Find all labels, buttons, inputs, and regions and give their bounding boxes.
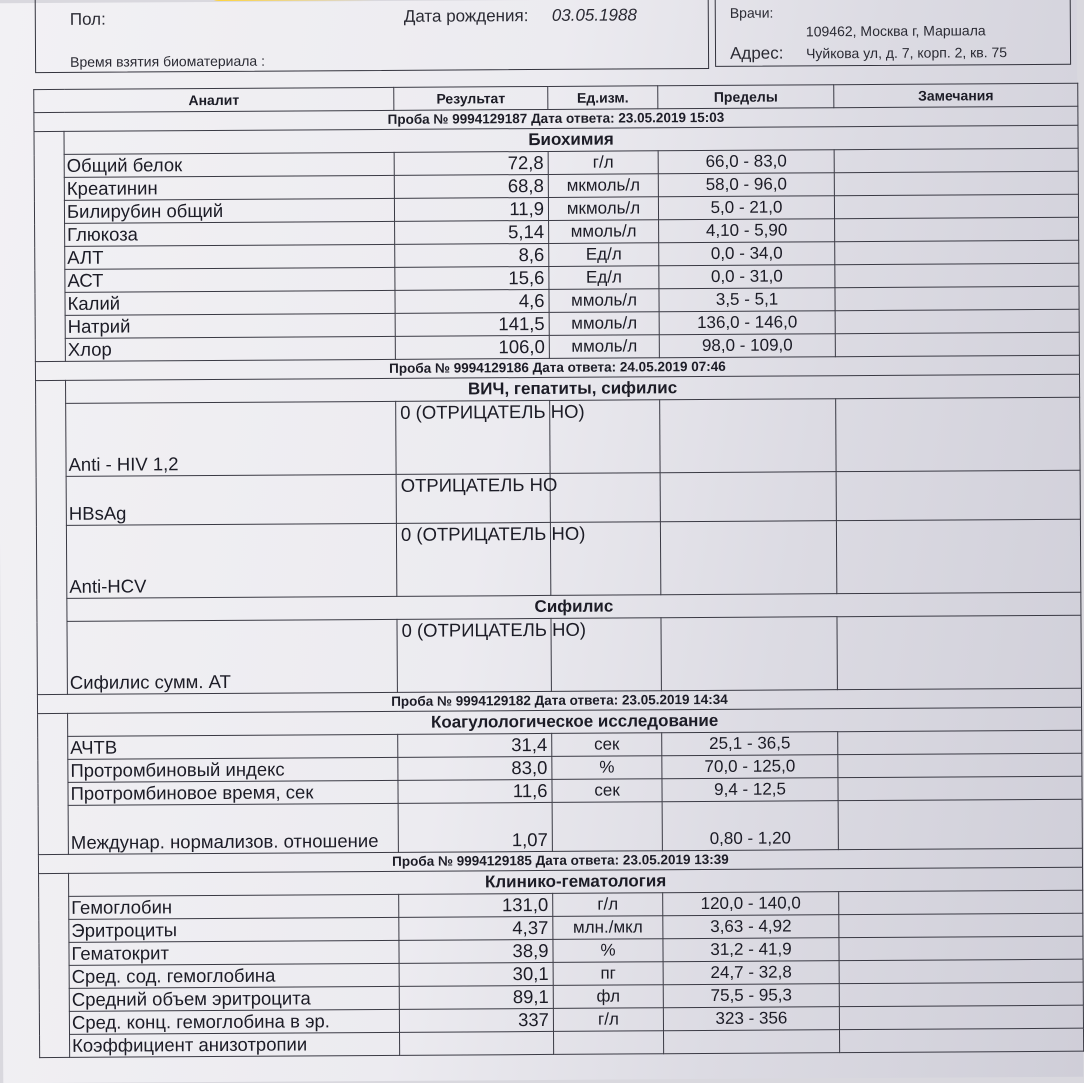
analyte-result: 5,14 — [395, 220, 549, 244]
analyte-range: 3,63 - 4,92 — [663, 915, 839, 939]
analyte-unit: фл — [553, 985, 663, 1009]
probe-3: Проба № 9994129182 Дата ответа: 23.05.2019 14:34 — [37, 688, 1081, 713]
analyte-notes — [834, 171, 1078, 195]
analyte-range: 9,4 - 12,5 — [662, 778, 838, 802]
doctors-label: Врачи: — [729, 4, 774, 21]
analyte-name: Коэффициент анизотропии — [70, 1032, 400, 1057]
analyte-range: 4,10 - 5,90 — [659, 219, 835, 243]
analyte-notes — [835, 332, 1079, 356]
col-analyte: Аналит — [34, 87, 394, 112]
analyte-unit — [552, 802, 662, 852]
analyte-notes — [839, 890, 1083, 914]
analyte-result: 89,1 — [399, 985, 553, 1009]
analyte-notes — [835, 309, 1079, 333]
analyte-result: 83,0 — [398, 756, 552, 780]
analyte-name: Средний объем эритроцита — [69, 986, 399, 1011]
analyte-notes — [835, 286, 1079, 310]
analyte-range: 31,2 - 41,9 — [663, 938, 839, 962]
section-syphilis: Сифилис — [67, 592, 1081, 621]
analyte-notes — [835, 263, 1079, 287]
analyte-notes — [835, 240, 1079, 264]
dob-label: Дата рождения: — [403, 6, 529, 26]
table-row — [36, 519, 1080, 598]
analyte-unit: г/л — [553, 893, 663, 917]
analyte-range: 58,0 - 96,0 — [658, 173, 834, 197]
table-row — [38, 799, 1082, 854]
analyte-name: Натрий — [65, 313, 395, 338]
analyte-notes — [836, 470, 1080, 520]
analyte-name: Хлор — [65, 336, 395, 361]
analyte-name: Калий — [65, 290, 395, 315]
analyte-name: Эритроциты — [69, 917, 399, 942]
analyte-range — [661, 617, 837, 691]
analyte-notes — [837, 615, 1081, 689]
table-row — [37, 615, 1081, 694]
section-hiv: ВИЧ, гепатиты, сифилис — [66, 374, 1080, 403]
col-unit: Ед.изм. — [548, 86, 658, 110]
analyte-name: Anti-HCV — [66, 523, 396, 598]
analyte-name: Сред. сод. гемоглобина — [69, 963, 399, 988]
analyte-result: 11,9 — [394, 197, 548, 221]
analyte-result: 11,6 — [398, 779, 552, 803]
analyte-unit — [554, 1031, 664, 1055]
analyte-result: 0 (ОТРИЦАТЕЛЬ НО) — [397, 618, 551, 692]
analyte-result: 4,6 — [395, 289, 549, 313]
analyte-range: 5,0 - 21,0 — [658, 196, 834, 220]
analyte-result: 68,8 — [394, 174, 548, 198]
address-label: Адрес: — [729, 43, 784, 63]
analyte-range: 24,7 - 32,8 — [663, 961, 839, 985]
analyte-name: АСТ — [65, 267, 395, 292]
analyte-name: Междунар. нормализов. отношение — [68, 803, 398, 854]
analyte-notes — [836, 519, 1080, 593]
section-coag: Коагулологическое исследование — [68, 707, 1082, 736]
probe-2: Проба № 9994129186 Дата ответа: 24.05.2019 07:46 — [35, 355, 1079, 380]
analyte-unit: сек — [552, 779, 662, 803]
analyte-notes — [838, 776, 1082, 800]
sex-label: Пол: — [69, 9, 106, 29]
col-notes: Замечания — [834, 83, 1078, 107]
indent-cell — [38, 713, 69, 854]
indent-cell — [39, 873, 70, 1057]
analyte-name: Сред. конц. гемоглобина в эр. — [69, 1009, 399, 1034]
analyte-name: Гематокрит — [69, 940, 399, 965]
analyte-result: 4,37 — [399, 916, 553, 940]
analyte-notes — [834, 194, 1078, 218]
analyte-unit: млн./мкл — [553, 916, 663, 940]
analyte-result: 0 (ОТРИЦАТЕЛЬ НО) — [396, 400, 550, 474]
analyte-notes — [839, 936, 1083, 960]
analyte-name: АЧТВ — [68, 734, 398, 759]
analyte-unit: мкмоль/л — [548, 197, 658, 221]
analyte-range: 66,0 - 83,0 — [658, 150, 834, 174]
col-range: Пределы — [658, 85, 834, 109]
analyte-range: 98,0 - 109,0 — [659, 334, 835, 358]
analyte-unit: Ед/л — [549, 266, 659, 290]
analyte-range — [660, 399, 836, 473]
patient-header-box — [35, 0, 710, 73]
analyte-notes — [838, 730, 1082, 754]
analyte-notes — [839, 1005, 1083, 1029]
section-hema: Клинико-гематология — [69, 867, 1083, 896]
analyte-range: 136,0 - 146,0 — [659, 311, 835, 335]
analyte-name: Глюкоза — [65, 221, 395, 246]
analyte-unit: % — [552, 756, 662, 780]
analyte-range — [660, 521, 836, 595]
probe-1: Проба № 9994129187 Дата ответа: 23.05.2019 15:03 — [34, 106, 1078, 131]
analyte-range — [660, 472, 836, 522]
analyte-unit — [550, 473, 660, 523]
analyte-result — [400, 1031, 554, 1055]
analyte-result: 337 — [399, 1008, 553, 1032]
analyte-range: 75,5 - 95,3 — [663, 984, 839, 1008]
analyte-notes — [839, 913, 1083, 937]
address-line2: Чуйкова ул, д. 7, корп. 2, кв. 75 — [805, 44, 1008, 62]
analyte-name: Сифилис сумм. АТ — [67, 619, 397, 694]
analyte-result: 106,0 — [395, 335, 549, 359]
analyte-notes — [838, 799, 1082, 849]
analyte-name: Билирубин общий — [64, 198, 394, 223]
analyte-name: Протромбиновый индекс — [68, 757, 398, 782]
analyte-notes — [839, 959, 1083, 983]
results-table — [33, 83, 1084, 1058]
analyte-result: 0 (ОТРИЦАТЕЛЬ НО) — [396, 522, 550, 596]
analyte-notes — [834, 148, 1078, 172]
analyte-unit: Ед/л — [549, 243, 659, 267]
analyte-name: HBsAg — [66, 474, 396, 525]
probe-4: Проба № 9994129185 Дата ответа: 23.05.2019 13:39 — [38, 848, 1082, 873]
biomaterial-time-label: Время взятия биоматериала : — [70, 52, 266, 70]
analyte-name: Anti - HIV 1,2 — [66, 401, 396, 476]
analyte-unit: ммоль/л — [549, 312, 659, 336]
analyte-result: 15,6 — [395, 266, 549, 290]
analyte-unit: ммоль/л — [549, 220, 659, 244]
analyte-result: 8,6 — [395, 243, 549, 267]
indent-cell — [34, 131, 65, 361]
dob-value: 03.05.1988 — [551, 5, 637, 25]
analyte-range: 0,0 - 31,0 — [659, 265, 835, 289]
doctor-address-box — [715, 0, 1072, 67]
analyte-result: 72,8 — [394, 151, 548, 175]
analyte-name: Гемоглобин — [69, 894, 399, 919]
analyte-unit: пг — [553, 962, 663, 986]
analyte-unit: сек — [552, 733, 662, 757]
section-biochem: Биохимия — [64, 125, 1078, 154]
analyte-unit: ммоль/л — [549, 289, 659, 313]
analyte-notes — [835, 217, 1079, 241]
table-row — [36, 397, 1080, 476]
analyte-result: 30,1 — [399, 962, 553, 986]
analyte-range: 0,80 - 1,20 — [662, 801, 838, 851]
analyte-notes — [838, 753, 1082, 777]
analyte-result: ОТРИЦАТЕЛЬ НО — [396, 473, 550, 523]
analyte-range: 120,0 - 140,0 — [663, 892, 839, 916]
analyte-result: 31,4 — [398, 733, 552, 757]
analyte-notes — [839, 1028, 1083, 1052]
analyte-range: 0,0 - 34,0 — [659, 242, 835, 266]
col-result: Результат — [394, 86, 548, 110]
redaction-highlight — [206, 0, 456, 1]
analyte-name: Креатинин — [64, 175, 394, 200]
analyte-unit: % — [553, 939, 663, 963]
analyte-name: АЛТ — [65, 244, 395, 269]
analyte-result: 1,07 — [398, 802, 552, 852]
analyte-result: 38,9 — [399, 939, 553, 963]
analyte-unit: г/л — [548, 151, 658, 175]
analyte-name: Протромбиновое время, сек — [68, 780, 398, 805]
analyte-range: 70,0 - 125,0 — [662, 755, 838, 779]
analyte-unit: ммоль/л — [549, 335, 659, 359]
analyte-range: 323 - 356 — [663, 1007, 839, 1031]
analyte-notes — [839, 982, 1083, 1006]
analyte-name: Общий белок — [64, 152, 394, 177]
analyte-range — [664, 1030, 840, 1054]
analyte-result: 141,5 — [395, 312, 549, 336]
analyte-unit: мкмоль/л — [548, 174, 658, 198]
address-line1: 109462, Москва г, Маршала — [805, 22, 986, 40]
indent-cell — [36, 380, 68, 694]
analyte-unit: г/л — [553, 1008, 663, 1032]
analyte-result: 131,0 — [399, 893, 553, 917]
analyte-range: 3,5 - 5,1 — [659, 288, 835, 312]
table-row — [36, 470, 1080, 525]
analyte-notes — [836, 397, 1080, 471]
analyte-range: 25,1 - 36,5 — [662, 732, 838, 756]
